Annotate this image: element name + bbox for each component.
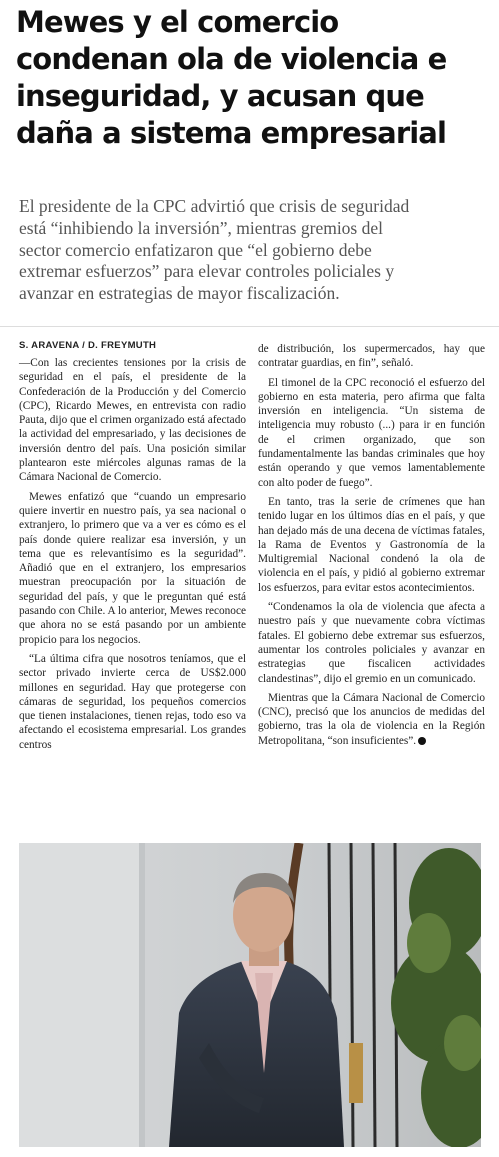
lead-line: extremar esfuerzos” para elevar controles policiales y [19,261,395,282]
headline-line: inseguridad, y acusan que [16,79,424,113]
end-of-article-icon [418,737,426,745]
byline: S. ARAVENA / D. FREYMUTH [19,340,157,351]
headline-line: Mewes y el comercio [16,5,339,39]
article-column-right [258,342,485,753]
lead-line: sector comercio enfatizaron que “el gobierno debe [19,239,372,260]
body-paragraph: de distribución, los supermercados, hay que contratar guardias, en fin”, señaló. [258,343,485,370]
headline-line: daña a sistema empresarial [16,116,446,150]
headline [16,4,486,152]
body-paragraph-text: Mientras que la Cámara Nacional de Comercio (CNC), precisó que los anuncios de medidas del gobierno, tras la ola de violencia en la Región Metropolitana, “son insuficientes”. [258,691,485,747]
lead-paragraph [19,196,485,305]
portrait-photo-illustration [19,843,481,1147]
headline-line: condenan ola de violencia e [16,42,447,76]
body-paragraph [258,691,485,748]
body-paragraph: “Condenamos la ola de violencia que afecta a nuestro país y que nuevamente cobra víctimas fatales. El gobierno debe extremar sus esfuerzos, aumentar los controles policiales y avanzar en estrategias que fiscalicen actividades clandestinas”, dijo el gremio en un comunicado. [258,601,485,685]
lead-line: El presidente de la CPC advirtió que crisis de seguridad [19,196,410,216]
body-paragraph: “La última cifra que nosotros teníamos, que el sector privado invierte cerca de US$2.000 millones en seguridad. Hay que protegerse con cámaras de seguridad, los pequeños comercios que tienen instalaciones, tienen rejas, todo eso va afectando el ecosistema empresarial. Los grandes centros [19,652,246,751]
body-paragraph: En tanto, tras la serie de crímenes que han tenido lugar en los últimos días en el país, y que han dejado más de una decena de víctimas fatales, la Rama de Eventos y Gastronomía de la Multigremial Nacional condenó la ola de violencia en el país, y pidió al gobierno extremar los esfuerzos, para evitar estos acontecimientos. [258,495,485,594]
section-divider [0,326,499,327]
body-paragraph: Mewes enfatizó que “cuando un empresario quiere invertir en nuestro país, ya sea nacional o extranjero, lo primero que va a ver es cómo es el país donde quiere realizar esa inversión, y un tema que es relevantísimo es la seguridad”. Añadió que en el extranjero, los empresarios muestran preocupación por la situación de seguridad del país, y que le preguntan qué está pasando con Chile. A lo anterior, Mewes reconoce que ahora no se está pasando por un ambiente propicio para los negocios. [19,490,246,646]
article-photo [19,843,481,1147]
lead-line: avanzar en estrategias de mayor fiscalización. [19,283,340,304]
body-paragraph: —Con las crecientes tensiones por la crisis de seguridad en el país, el presidente de la Confederación de la Producción y del Comercio (CPC), Ricardo Mewes, en entrevista con radio Pauta, dijo que el crimen organizado está afectado la actividad del empresariado, y las decisiones de inversión dentro del país. Una posición similar plantearon este miércoles algunas ramas de la Cámara Nacional de Comercio. [19,357,246,484]
article-column-left [19,356,246,757]
lead-line: está “inhibiendo la inversión”, mientras gremios del [19,217,383,238]
body-paragraph: El timonel de la CPC reconoció el esfuerzo del gobierno en esta materia, pero afirma que falta inversión en inteligencia. “Un sistema de inteligencia muy robusto (...) para ir en función de el crimen organizado, que son fundamentalmente las bandas criminales que hoy están operando y que vemos lamentablemente con alto poder de fuego”. [258,376,485,489]
